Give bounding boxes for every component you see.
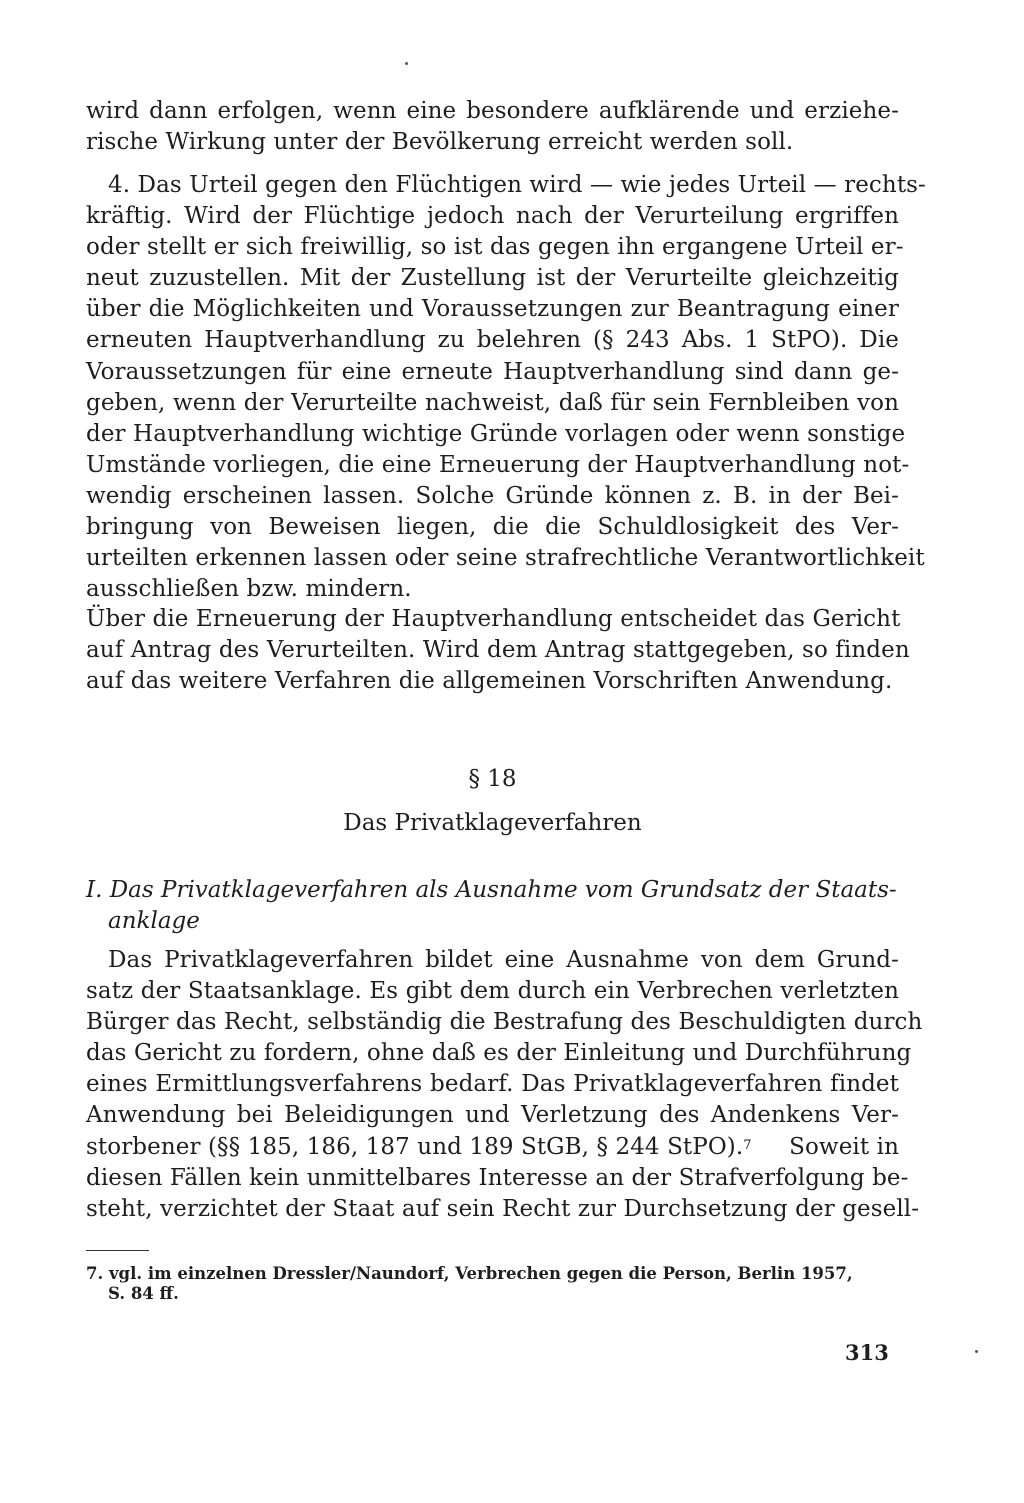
text-line: Das Privatklageverfahren bildet eine Ausnahme von dem Grund-	[108, 947, 899, 973]
text-line: oder stellt er sich freiwillig, so ist das gegen ihn ergangene Urteil er-	[86, 234, 904, 261]
text-line-with-footnote	[86, 1132, 899, 1163]
text-line: ausschließen bzw. mindern.	[86, 576, 412, 603]
text-line: Bürger das Recht, selbständig die Bestrafung des Beschuldigten durch	[86, 1009, 923, 1036]
subheading-line: I. Das Privatklageverfahren als Ausnahme vom Grundsatz der Staats-	[86, 877, 897, 903]
text-line: das Gericht zu fordern, ohne daß es der Einleitung und Durchführung	[86, 1040, 912, 1067]
text-segment: storbener (§§ 185, 186, 187 und 189 StGB, § 244 StPO).	[86, 1133, 744, 1160]
text-line: Voraussetzungen für eine erneute Hauptverhandlung sind dann ge-	[86, 358, 899, 385]
subheading-line: anklage	[108, 908, 200, 934]
paragraph-continuation	[86, 96, 899, 158]
text-line: der Hauptverhandlung wichtige Gründe vorlagen oder wenn sonstige	[86, 420, 906, 447]
text-line: wendig erscheinen lassen. Solche Gründe können z. B. in der Bei-	[86, 482, 899, 509]
text-line: wird dann erfolgen, wenn eine besondere aufklärende und erziehe-	[86, 98, 899, 124]
text-line: steht, verzichtet der Staat auf sein Recht zur Durchsetzung der gesell-	[86, 1195, 920, 1222]
text-line: neut zuzustellen. Mit der Zustellung ist der Verurteilte gleichzeitig	[86, 265, 899, 292]
subheading	[86, 875, 899, 937]
text-line: Anwendung bei Beleidigungen und Verletzung des Andenkens Ver-	[86, 1102, 899, 1129]
text-line: satz der Staatsanklage. Es gibt dem durch ein Verbrechen verletzten	[86, 978, 899, 1005]
text-line: kräftig. Wird der Flüchtige jedoch nach der Verurteilung ergriffen	[86, 203, 899, 230]
text-line: Über die Erneuerung der Hauptverhandlung entscheidet das Gericht	[86, 606, 901, 632]
footnote-reference[interactable]: 7	[743, 1137, 752, 1153]
paragraph-renewal	[86, 604, 910, 697]
text-line: 4. Das Urteil gegen den Flüchtigen wird — wie jedes Urteil — rechts-	[108, 172, 926, 198]
footnote	[86, 1264, 899, 1304]
text-line: bringung von Beweisen liegen, die die Schuldlosigkeit des Ver-	[86, 514, 899, 541]
text-line: eines Ermittlungsverfahrens bedarf. Das Privatklageverfahren findet	[86, 1071, 899, 1098]
section-number: § 18	[468, 766, 517, 792]
scan-speck	[405, 62, 408, 65]
footnote-line: S. 84 ff.	[108, 1284, 179, 1303]
text-line: rische Wirkung unter der Bevölkerung erreicht werden soll.	[86, 129, 794, 156]
footnote-line: 7. vgl. im einzelnen Dressler/Naundorf, Verbrechen gegen die Person, Berlin 1957,	[86, 1264, 853, 1283]
text-segment: Soweit in	[789, 1133, 899, 1160]
text-line: geben, wenn der Verurteilte nachweist, daß für sein Fernbleiben von	[86, 389, 899, 416]
text-line: auf das weitere Verfahren die allgemeinen Vorschriften Anwendung.	[86, 668, 893, 695]
text-line: über die Möglichkeiten und Voraussetzungen zur Beantragung einer	[86, 296, 899, 323]
page-number: 313	[845, 1340, 889, 1365]
text-line: diesen Fällen kein unmittelbares Interesse an der Strafverfolgung be-	[86, 1164, 909, 1191]
paragraph-point-4	[86, 170, 926, 605]
footnote-divider	[86, 1250, 149, 1251]
text-line: erneuten Hauptverhandlung zu belehren (§ 243 Abs. 1 StPO). Die	[86, 327, 899, 354]
text-line: auf Antrag des Verurteilten. Wird dem Antrag stattgegeben, so finden	[86, 637, 910, 664]
text-line: Umstände vorliegen, die eine Erneuerung der Hauptverhandlung not-	[86, 451, 910, 478]
scan-speck	[975, 1350, 978, 1353]
section-title: Das Privatklageverfahren	[343, 810, 642, 836]
text-line: urteilten erkennen lassen oder seine strafrechtliche Verantwortlichkeit	[86, 545, 925, 572]
paragraph-privatklage	[86, 945, 923, 1225]
